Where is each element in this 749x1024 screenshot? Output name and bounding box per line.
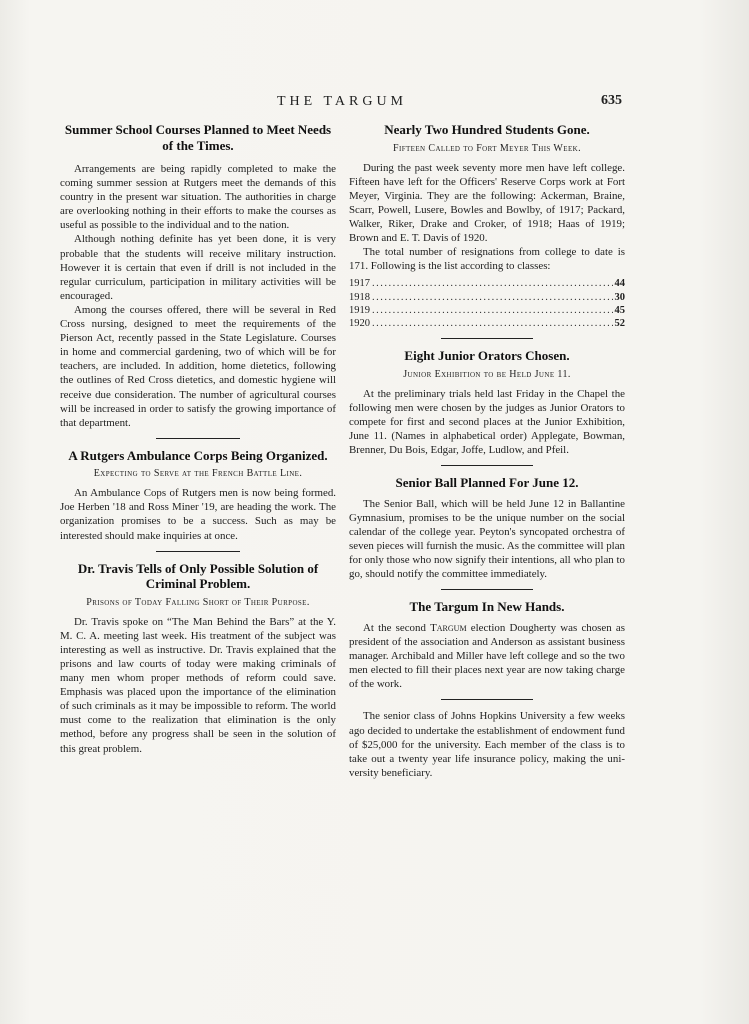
article-subheadline: Fifteen Called to Fort Meyer This Week. (393, 142, 581, 154)
section-divider (156, 551, 240, 552)
resignation-count: 30 (614, 291, 625, 303)
list-item (349, 304, 625, 317)
class-year: 1919 (349, 304, 370, 316)
article-paragraph: During the past week seventy more men have left college. Fifteen have left for the Officers' Reserve Corps work at Fort Meyer, Virginia. They are the following: Ackerman, Braine, Scarr, Powell, Lusere, Bowles and Bowlby, of 1917; Packard, Walker, Riker, Drake and Croker, of 1918; Haas of 1919; Brown and E. T. Davis of 1920. (349, 161, 625, 244)
class-year: 1920 (349, 318, 370, 330)
resignation-count: 45 (614, 304, 625, 316)
list-item (349, 277, 625, 290)
list-item (349, 317, 625, 330)
article-headline: Eight Junior Orators Chosen. (404, 348, 570, 364)
article-paragraph: The senior class of Johns Hopkins University a few weeks ago decided to undertake the establishment of endowment fund of $25,000 for the university. Each member of the class is to take out a twenty year life insurance policy, making the university beneficiary. (349, 710, 625, 779)
article-paragraph: At the preliminary trials held last Friday in the Chapel the following men were chosen by the judges as Junior Orators to compete for first and second places at the Junior Exhibition, June 11. (Names in alphabetical order) Applegate, Bowman, Brenner, Du Bois, Edgar, Joffe, Ludlow, and Pfeil. (349, 387, 625, 457)
running-head (0, 94, 749, 114)
list-item (349, 291, 625, 304)
article-paragraph (349, 621, 625, 691)
article-paragraph: Dr. Travis spoke on “The Man Behind the Bars” at the Y. M. C. A. meeting last week. His treatment of the subject was interesting as well as instructive. Dr. Travis explained that the prisons and law courts of today were making criminals of many men whom proper methods of reform could save. Emphasis was placed upon the importance of the elimination of such criminals as it may be impossible to reform. The world must come to the realization that elimination is the only method, before any progress shall be seen in the solution of this great problem. (60, 615, 336, 755)
text-run: At the second (363, 621, 431, 634)
article-headline: A Rutgers Ambulance Corps Being Organized. (68, 447, 328, 463)
article-students-gone (349, 122, 625, 330)
class-year: 1917 (349, 278, 370, 290)
article-paragraph: An Ambulance Cops of Rutgers men is now being formed. Joe Herben '18 and Ross Miner '19, are heading the work. The organization promises to be a success. Such as may be interested should make inquiries at once. (60, 487, 336, 542)
publication-name: Targum (430, 621, 467, 634)
article-targum-new-hands (349, 599, 625, 691)
text-run: election Dougherty was chosen as president of the association and Anderson as assistant business manager. Archibald and Miller have left college and so the two men elected to fill their places next year are now taking charge of the work. (349, 621, 625, 691)
article-paragraph: The total number of resignations from college to date is 171. Following is the list according to classes: (349, 246, 625, 273)
article-junior-orators (349, 348, 625, 457)
article-headline: Senior Ball Planned For June 12. (395, 475, 579, 491)
article-headline: Dr. Travis Tells of Only Possible Solution of Criminal Problem. (77, 560, 319, 592)
dot-leader (372, 291, 613, 304)
article-subheadline: Prisons of Today Falling Short of Their Purpose. (86, 596, 310, 608)
article-paragraph: Among the courses offered, there will be several in Red Cross nursing, designed to meet the requirements of the Pierson Act, recently passed in the State Legislature. Courses in home and commercial gardening, two of which will be for teachers, are included. In addition, home dietetics, following the outlines of Red Cross dietetics, and domestic hygiene will receive due consideration. The number of agricultural courses will be increased in order to satisfy the growing importance of that department. (60, 303, 336, 429)
publication-title: THE TARGUM (277, 94, 408, 109)
article-summer-school (60, 122, 336, 430)
article-paragraph: Arrangements are being rapidly completed to make the coming summer session at Rutgers meet the demands of this country in the present war situation. The authorities in charge are overlooking nothing in their efforts to make the courses as useful as possible to the individual and to the nation. (60, 163, 336, 232)
dot-leader (372, 277, 613, 290)
section-divider (441, 699, 533, 700)
dot-leader (372, 317, 613, 330)
article-paragraph: Although nothing definite has yet been done, it is very probable that the students will receive military instruction. However it is certain that even if drill is not included in the regular curriculum, participation in military activities will be encouraged. (60, 233, 336, 302)
right-column (349, 122, 625, 780)
section-divider (441, 338, 533, 339)
article-subheadline: Expecting to Serve at the French Battle Line. (93, 468, 303, 480)
section-divider (441, 589, 533, 590)
article-subheadline: Junior Exhibition to be Held June 11. (403, 368, 571, 380)
resignation-count: 44 (614, 278, 625, 290)
article-paragraph: The Senior Ball, which will be held June 12 in Ballantine Gymnasium, promises to be the unique number on the social calendar of the college year. Peyton's syncopated orchestra of seven pieces will furnish the music. As the committee will plan for only those who now signify their intentions, all who plan to go, should notify the committee immediately. (349, 497, 625, 581)
article-ambulance-corps (60, 448, 336, 543)
left-column (60, 122, 336, 756)
article-headline: Summer School Courses Planned to Meet Needs of the Times. (64, 122, 332, 153)
resignations-by-class-list (349, 277, 625, 330)
section-divider (441, 465, 533, 466)
article-johns-hopkins (349, 709, 625, 779)
article-headline: The Targum In New Hands. (409, 599, 565, 615)
class-year: 1918 (349, 291, 370, 303)
section-divider (156, 438, 240, 439)
page-number: 635 (601, 93, 622, 108)
article-dr-travis (60, 561, 336, 756)
resignation-count: 52 (614, 318, 625, 330)
article-headline: Nearly Two Hundred Students Gone. (384, 122, 590, 137)
article-senior-ball (349, 475, 625, 581)
dot-leader (372, 304, 613, 317)
